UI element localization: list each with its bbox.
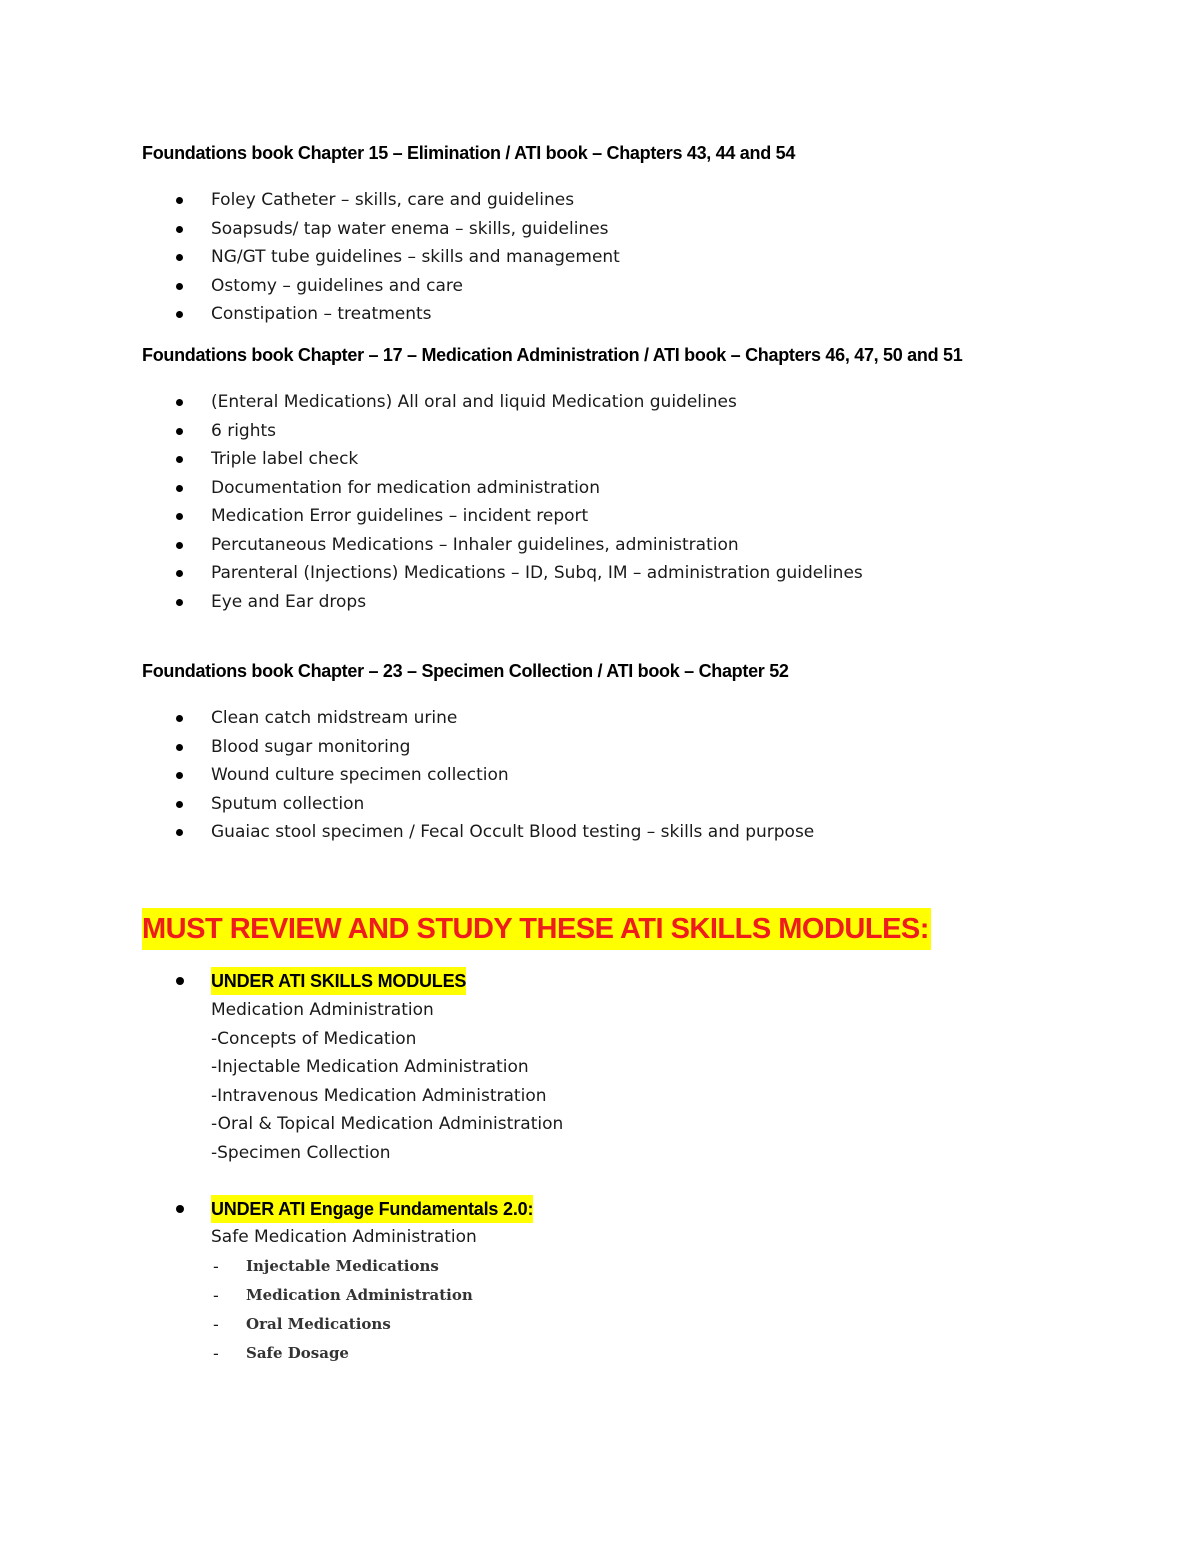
- list-item: Parenteral (Injections) Medications – ID, Subq, IM – administration guidelines: [0, 559, 1200, 588]
- list-item: NG/GT tube guidelines – skills and management: [0, 243, 1200, 272]
- bullet-icon: [176, 399, 183, 406]
- module-ati-engage-subtitle: [211, 1223, 477, 1252]
- list-item: (Enteral Medications) All oral and liquid Medication guidelines: [0, 388, 1200, 417]
- list-item: Sputum collection: [0, 790, 1200, 819]
- list-item: - Oral Medications: [0, 1310, 1200, 1339]
- section-heading-medication: Foundations book Chapter – 17 – Medication Administration / ATI book – Chapters 46, 47, 50 and 51: [142, 345, 963, 365]
- review-title: MUST REVIEW AND STUDY THESE ATI SKILLS MODULES:: [142, 908, 931, 950]
- bullet-icon: [176, 1205, 184, 1213]
- bullet-icon: [176, 311, 183, 318]
- specimen-list: [0, 704, 1200, 847]
- bullet-icon: [176, 801, 183, 808]
- list-item: Clean catch midstream urine: [0, 704, 1200, 733]
- list-item: Wound culture specimen collection: [0, 761, 1200, 790]
- dash-icon: -: [213, 1286, 219, 1305]
- section-heading-specimen: Foundations book Chapter – 23 – Specimen Collection / ATI book – Chapter 52: [142, 661, 789, 681]
- bullet-icon: [176, 197, 183, 204]
- elimination-list: [0, 186, 1200, 329]
- bullet-icon: [176, 485, 183, 492]
- list-item: -Specimen Collection: [211, 1142, 391, 1163]
- list-item: -Injectable Medication Administration: [211, 1057, 529, 1077]
- bullet-icon: [176, 977, 184, 985]
- list-item: -Concepts of Medication: [211, 1028, 417, 1049]
- section-heading-elimination: Foundations book Chapter 15 – Elimination / ATI book – Chapters 43, 44 and 54: [142, 143, 796, 163]
- list-item: -Oral & Topical Medication Administration: [211, 1114, 564, 1134]
- module-title: UNDER ATI SKILLS MODULES: [211, 967, 466, 995]
- bullet-icon: [176, 599, 183, 606]
- list-item: 6 rights: [0, 417, 1200, 446]
- list-item: Foley Catheter – skills, care and guidelines: [0, 186, 1200, 215]
- list-item: - Injectable Medications: [0, 1252, 1200, 1281]
- bullet-icon: [176, 456, 183, 463]
- module-ati-engage-items: [0, 1252, 1200, 1368]
- list-item: Medication Error guidelines – incident report: [0, 502, 1200, 531]
- list-item: Eye and Ear drops: [0, 588, 1200, 617]
- list-item: -Intravenous Medication Administration: [211, 1085, 547, 1106]
- list-item: Blood sugar monitoring: [0, 733, 1200, 762]
- dash-icon: -: [213, 1257, 219, 1276]
- bullet-icon: [176, 428, 183, 435]
- dash-icon: -: [213, 1315, 219, 1334]
- medication-list: [0, 388, 1200, 616]
- bullet-icon: [176, 715, 183, 722]
- list-item: Ostomy – guidelines and care: [0, 272, 1200, 301]
- list-item: Triple label check: [0, 445, 1200, 474]
- module-subtitle: Safe Medication Administration: [211, 1227, 477, 1247]
- bullet-icon: [176, 772, 183, 779]
- dash-icon: -: [213, 1344, 219, 1363]
- list-item: Constipation – treatments: [0, 300, 1200, 329]
- list-item: Guaiac stool specimen / Fecal Occult Blood testing – skills and purpose: [0, 818, 1200, 847]
- module-ati-skills-lines: [211, 996, 563, 1167]
- bullet-icon: [176, 570, 183, 577]
- list-item: Soapsuds/ tap water enema – skills, guidelines: [0, 215, 1200, 244]
- list-item: Documentation for medication administration: [0, 474, 1200, 503]
- bullet-icon: [176, 283, 183, 290]
- bullet-icon: [176, 226, 183, 233]
- bullet-icon: [176, 542, 183, 549]
- list-item: - Safe Dosage: [0, 1339, 1200, 1368]
- list-item: - Medication Administration: [0, 1281, 1200, 1310]
- bullet-icon: [176, 744, 183, 751]
- list-item: Percutaneous Medications – Inhaler guidelines, administration: [0, 531, 1200, 560]
- bullet-icon: [176, 254, 183, 261]
- module-title: UNDER ATI Engage Fundamentals 2.0:: [211, 1195, 533, 1223]
- bullet-icon: [176, 829, 183, 836]
- bullet-icon: [176, 513, 183, 520]
- list-item: Medication Administration: [211, 1000, 434, 1020]
